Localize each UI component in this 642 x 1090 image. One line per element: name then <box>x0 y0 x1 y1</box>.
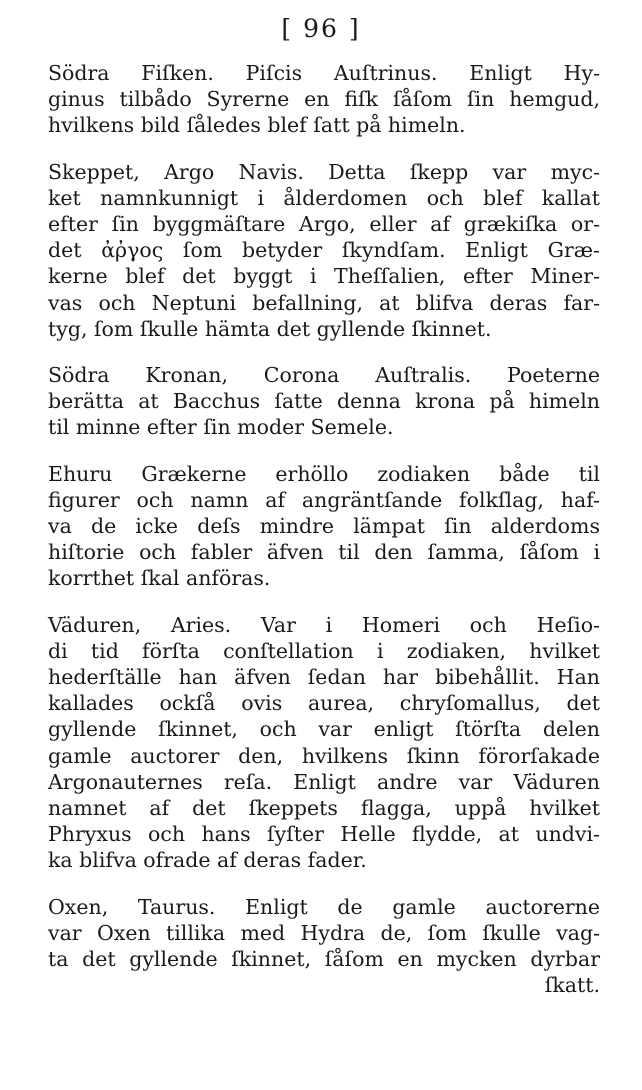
paragraph-skeppet <box>48 159 600 342</box>
text-line: Oxen, Taurus. Enligt de gamle auctorerne <box>48 894 600 919</box>
text-line: til minne efter ſin moder Semele. <box>48 415 394 440</box>
text-line: det ἀῤγος ſom betyder ſkyndſam. Enligt Græ- <box>48 238 600 263</box>
text-line: figurer och namn af angräntſande folkſlag, haf- <box>48 487 600 512</box>
text-line: hvilkens bild ſåledes blef ſatt på himeln. <box>48 113 466 138</box>
text-line: Argonauternes reſa. Enligt andre var Väduren <box>48 769 600 794</box>
paragraph-zodiaken <box>48 461 600 592</box>
text-line: berätta at Bacchus ſatte denna krona på himeln <box>48 389 600 414</box>
paragraph-oxen <box>48 894 600 999</box>
text-line: Södra Kronan, Corona Auſtralis. Poeterne <box>48 363 600 388</box>
text-line: ket namnkunnigt i ålderdomen och blef kallat <box>48 185 600 210</box>
paragraph-sodra-kronan <box>48 362 600 441</box>
text-line: ginus tilbådo Syrerne en fiſk ſåſom ſin hemgud, <box>48 87 600 112</box>
text-line: kerne blef det byggt i Theſſalien, efter Miner- <box>48 264 600 289</box>
paragraph-vaduren <box>48 612 600 874</box>
text-line: Väduren, Aries. Var i Homeri och Heſio- <box>48 612 600 637</box>
text-line: Skeppet, Argo Navis. Detta ſkepp var myc- <box>48 159 600 184</box>
text-line: gamle auctorer den, hvilkens ſkinn förorſakade <box>48 743 600 768</box>
text-line: vas och Neptuni befallning, at blifva deras far- <box>48 290 600 315</box>
text-line: ta det gyllende ſkinnet, ſåſom en mycken dyrbar <box>48 947 600 972</box>
body-text <box>48 60 600 999</box>
text-line: korrthet ſkal anföras. <box>48 566 271 591</box>
text-line: va de icke deſs mindre lämpat ſin alderdoms <box>48 514 600 539</box>
text-line: Ehuru Grækerne erhöllo zodiaken både til <box>48 461 600 486</box>
text-line: ka blifva ofrade af deras fader. <box>48 848 367 873</box>
text-line: tyg, ſom ſkulle hämta det gyllende ſkinnet. <box>48 316 492 341</box>
text-line: var Oxen tillika med Hydra de, ſom ſkulle vag- <box>48 920 600 945</box>
text-line: Södra Fiſken. Piſcis Auſtrinus. Enligt Hy- <box>48 61 600 85</box>
text-line: gyllende ſkinnet, och var enligt ſtörſta delen <box>48 717 600 742</box>
text-line: hiſtorie och fabler äfven til den ſamma, ſåſom i <box>48 540 600 565</box>
text-line: Phryxus och hans ſyſter Helle flydde, at undvi- <box>48 822 600 847</box>
text-line: hederſtälle han äfven ſedan har bibehållit. Han <box>48 665 600 690</box>
text-line: di tid förſta conſtellation i zodiaken, hvilket <box>48 638 600 663</box>
catchword: ſkatt. <box>544 973 600 998</box>
text-line: namnet af det ſkeppets flagga, uppå hvilket <box>48 796 600 821</box>
text-line: kallades ockſå ovis aurea, chryſomallus, det <box>48 691 600 716</box>
page-number-header: [ 96 ] <box>281 14 361 43</box>
paragraph-sodra-fisken <box>48 60 600 139</box>
text-line: efter ſin byggmäſtare Argo, eller af grækiſka or- <box>48 212 600 237</box>
